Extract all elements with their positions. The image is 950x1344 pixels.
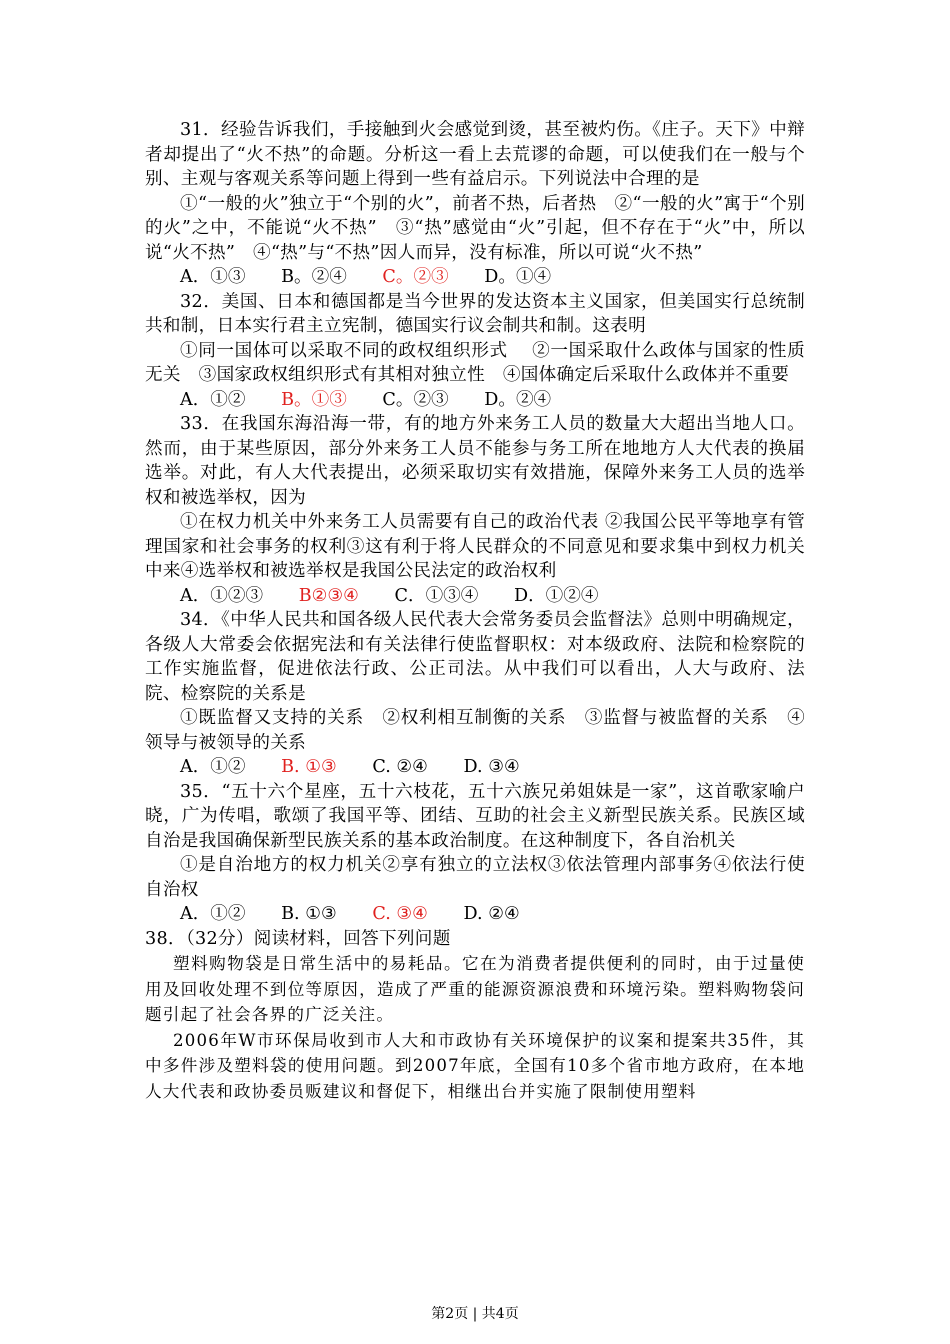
option-b: B. ①③ (281, 904, 337, 924)
question-stem: 32．美国、日本和德国都是当今世界的发达资本主义国家，但美国实行总统制共和制，日本实行君主立宪制，德国实行议会制共和制。这表明 (145, 291, 805, 336)
material-paragraph-2: 2006年W市环保局收到市人大和市政协有关环境保护的议案和提案共35件，其中多件涉及塑料袋的使用问题。到2007年底，全国有10多个省市地方政府，在本地人大代表和政协委员贩建议和督促下，相继出台并实施了限制使用塑料 (145, 1030, 805, 1101)
option-a: A．①② (180, 389, 246, 410)
option-d: D。②④ (484, 389, 552, 410)
option-a: A．①② (180, 904, 246, 924)
option-a: A．①② (180, 757, 246, 777)
question-statements: ①同一国体可以采取不同的政权组织形式 ②一国采取什么政体与国家的性质无关 ③国家政权组织形式有其相对独立性 ④国体确定后采取什么政体并不重要 (145, 340, 805, 385)
option-c: C. ②④ (372, 757, 428, 777)
option-c: C。②③ (382, 389, 449, 410)
question-statements: ①在权力机关中外来务工人员需要有自己的政治代表 ②我国公民平等地享有管理国家和社会事务的权利③这有利于将人民群众的不同意见和要求集中到权力机关中来④选举权和被选举权是我国公民法定的政治权利 (145, 512, 805, 581)
option-c-answer: C. ③④ (372, 904, 428, 924)
option-d: D. ②④ (463, 904, 520, 924)
page-body (145, 118, 805, 1104)
option-a: A．①③ (180, 267, 246, 287)
option-b-answer: B. ①③ (281, 757, 337, 777)
question-statements: ①是自治地方的权力机关②享有独立的立法权③依法管理内部事务④依法行使自治权 (145, 855, 805, 900)
page-footer: 第2页 | 共4页 (431, 1306, 519, 1322)
option-b: B。②④ (281, 267, 347, 287)
question-31 (145, 118, 805, 290)
question-stem: 31．经验告诉我们，手接触到火会感觉到烫，甚至被灼伤。《庄子。天下》中辩者却提出了“火不热”的命题。分析这一看上去荒谬的命题，可以使我们在一般与个别、主观与客观关系等问题上得到一些有益启示。下列说法中合理的是 (145, 120, 805, 189)
option-b-answer: B。①③ (281, 389, 347, 410)
question-stem: 33．在我国东海沿海一带，有的地方外来务工人员的数量大大超出当地人口。然而，由于某些原因，部分外来务工人员不能参与务工所在地地方人大代表的换届选举。对此，有人大代表提出，必须采取切实有效措施，保障外来务工人员的选举权和被选举权，因为 (145, 414, 805, 508)
option-row (145, 265, 805, 290)
option-d: D。①④ (484, 267, 552, 287)
option-row (145, 755, 805, 780)
question-38-title: 38．（32分）阅读材料，回答下列问题 (145, 928, 451, 949)
option-c-answer: C。②③ (382, 267, 449, 287)
material-paragraph-1: 塑料购物袋是日常生活中的易耗品。它在为消费者提供便利的同时，由于过量使用及回收处理不到位等原因，造成了严重的能源资源浪费和环境污染。塑料购物袋问题引起了社会各界的广泛关注。 (145, 954, 805, 1024)
question-statements: ①既监督又支持的关系 ②权利相互制衡的关系 ③监督与被监督的关系 ④领导与被领导的关系 (145, 708, 805, 753)
option-c: C．①③④ (394, 585, 479, 606)
question-stem: 34．《中华人民共和国各级人民代表大会常务委员会监督法》总则中明确规定，各级人大常委会依据宪法和有关法律行使监督职权：对本级政府、法院和检察院的工作实施监督，促进依法行政、公正司法。从中我们可以看出，人大与政府、法院、检察院的关系是 (145, 610, 805, 704)
question-35 (145, 780, 805, 927)
option-d: D．①②④ (513, 585, 599, 606)
question-34 (145, 608, 805, 780)
question-38 (145, 927, 805, 1105)
option-d: D. ③④ (463, 757, 520, 777)
option-a: A．①②③ (180, 585, 264, 606)
question-statements: ①“一般的火”独立于“个别的火”，前者不热，后者热 ②“一般的火”寓于“个别的火”之中，不能说“火不热” ③“热”感觉由“火”引起，但不存在于“火”中，所以说“火不热” ④“热”与“不热”因人而异，没有标准，所以可说“火不热” (145, 193, 805, 263)
option-row (145, 902, 805, 927)
question-32 (145, 290, 805, 413)
question-33 (145, 412, 805, 608)
option-row (145, 388, 805, 413)
question-stem: 35．“五十六个星座，五十六枝花，五十六族兄弟姐妹是一家”，这首歌家喻户晓，广为传唱，歌颂了我国平等、团结、互助的社会主义新型民族关系。民族区域自治是我国确保新型民族关系的基本政治制度。在这种制度下，各自治机关 (145, 781, 805, 851)
option-row (145, 584, 805, 609)
option-b-answer: B②③④ (298, 585, 359, 606)
